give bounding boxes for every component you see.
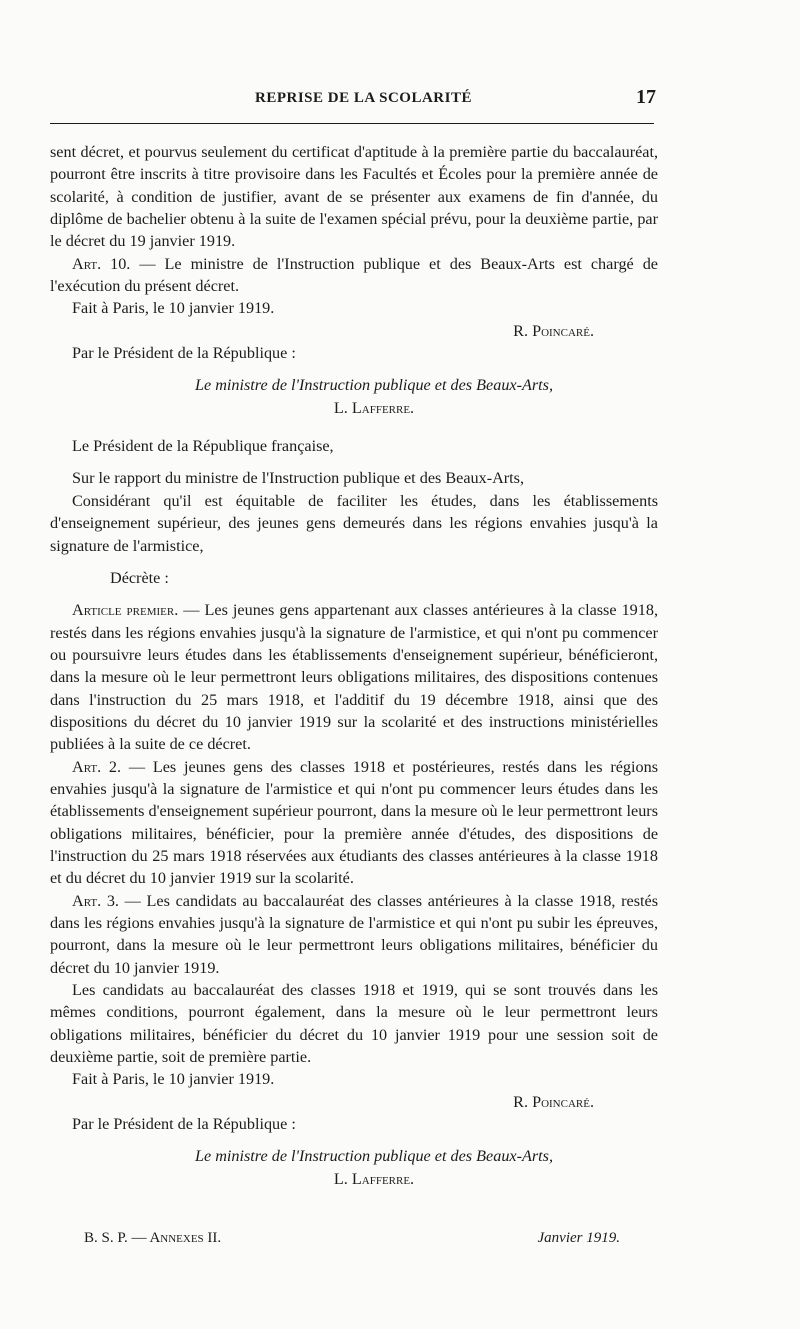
footer-date: Janvier 1919. [537, 1230, 620, 1246]
decree2-done-at: Fait à Paris, le 10 janvier 1919. [72, 1070, 275, 1089]
page-header [50, 88, 658, 112]
decree2-intro: Le Président de la République française, [72, 437, 334, 456]
decree2-article-3-paragraph-2: Les candidats au baccalauréat des classes 1918 et 1919, qui se sont trouvés dans les mêmes conditions, pourront également, dans la mesure où le leur permettront leurs obligations militaires, bénéficier du décret du 10 janvier 1919 pour une session soit de deuxième partie, soit de première partie. [50, 981, 658, 1067]
decree2-article-1 [50, 599, 658, 755]
decree2-by-president: Par le Président de la République : [72, 1115, 296, 1134]
article-text: — Le ministre de l'Instruction publique et des Beaux-Arts est chargé de l'exécution du présent décret. [50, 254, 658, 296]
decree2-considering: Considérant qu'il est équitable de faciliter les études, dans les établissements d'enseignement supérieur, des jeunes gens demeurés dans les régions envahies jusqu'à la signature de l'armistice, [50, 491, 658, 555]
page-number: 17 [636, 86, 656, 108]
decree2-article-2 [50, 756, 658, 890]
decree1-president-signature: R. Poincaré. [513, 321, 594, 340]
decree2-article-3 [50, 890, 658, 979]
decree2-report: Sur le rapport du ministre de l'Instruction publique et des Beaux-Arts, [72, 469, 525, 488]
article-label: Art. 10. [72, 254, 131, 273]
decree1-done-at: Fait à Paris, le 10 janvier 1919. [72, 299, 275, 318]
decree2-minister-title: Le ministre de l'Instruction publique et des Beaux-Arts, [194, 1147, 554, 1166]
article-label: Art. 2. [72, 757, 122, 776]
article-label: Article premier. [72, 601, 179, 620]
article-text: — Les jeunes gens des classes 1918 et postérieures, restés dans les régions envahies jusqu'à la signature de l'armistice et qui n'ont pu commencer leurs études dans les établissements d'enseignement supérieur pourront, dans la mesure où le leur permettront leurs obligations militaires, bénéficier, pour la première année d'études, des dispositions de l'instruction du 25 mars 1918 réservées aux étudiants des classes antérieures à la classe 1918 et du décret du 10 janvier 1919 sur la scolarité. [50, 757, 659, 888]
decree2-decrees: Décrète : [110, 568, 169, 587]
article-text: — Les jeunes gens appartenant aux classes antérieures à la classe 1918, restés dans les régions envahies jusqu'à la signature de l'armistice, et qui n'ont pu commencer ou poursuivre leurs études dans les établissements d'enseignement supérieur, bénéficieront, dans la mesure où le leur permettront leurs obligations militaires, des dispositions contenues dans l'instruction du 25 mars 1918, et l'additif du 19 décembre 1918, ainsi que des dispositions du décret du 10 janvier 1919 sur la scolarité et des instructions ministérielles publiées à la suite de ce décret. [50, 601, 658, 754]
decree1-minister-name: L. Lafferre. [333, 398, 415, 417]
article-text: — Les candidats au baccalauréat des classes antérieures à la classe 1918, restés dans les régions envahies jusqu'à la signature de l'armistice et qui n'ont pu subir les épreuves, pourront, dans la mesure où le leur permettront leurs obligations militaires, bénéficier du décret du 10 janvier 1919. [50, 891, 658, 977]
header-rule [50, 123, 654, 124]
decree1-article-10 [50, 253, 658, 298]
document-body [50, 141, 658, 1190]
document-page [50, 0, 658, 1329]
decree1-by-president: Par le Président de la République : [72, 344, 296, 363]
decree1-minister-title: Le ministre de l'Instruction publique et des Beaux-Arts, [194, 376, 554, 395]
article-label: Art. 3. [72, 891, 119, 910]
footer-publication: B. S. P. — Annexes II. [84, 1230, 222, 1246]
decree1-continuation: sent décret, et pourvus seulement du certificat d'aptitude à la première partie du baccalauréat, pourront être inscrits à titre provisoire dans les Facultés et Écoles pour la première année de scolarité, à condition de justifier, avant de se présenter aux examens de fin d'année, du diplôme de bachelier obtenu à la suite de l'examen spécial prévu, pour la deuxième partie, par le décret du 19 janvier 1919. [50, 143, 658, 251]
running-title: REPRISE DE LA SCOLARITÉ [255, 90, 472, 106]
decree2-minister-name: L. Lafferre. [333, 1169, 415, 1188]
decree2-president-signature: R. Poincaré. [513, 1092, 594, 1111]
page-footer [50, 1230, 658, 1254]
